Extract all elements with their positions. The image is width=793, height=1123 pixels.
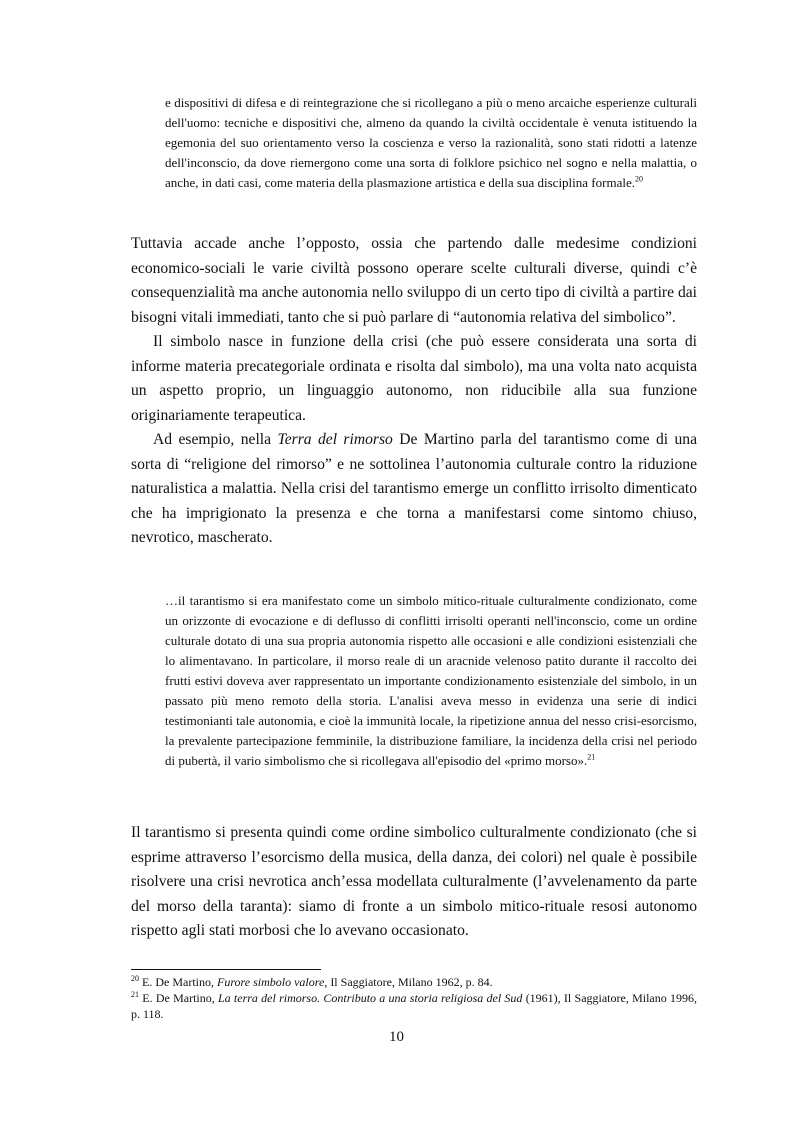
footnote-21-after: (1961), Il Saggiatore, Milano 1996, p. 118. (131, 991, 697, 1021)
footnote-20-title: Furore simbolo valore (216, 975, 325, 989)
paragraph-4: Il tarantismo si presenta quindi come ordine simbolico culturalmente condizionato (che si esprime attraverso l’esorcismo della musica, della danza, dei colori) nel quale è possibile risolvere una crisi nevrotica anch’essa modellata culturalmente (l’avvelenamento da parte del morso della taranta): siamo di fronte a un simbolo mitico-rituale resosi autonomo rispetto agli stati morbosi che lo avevano occasionato. (131, 824, 697, 939)
paragraph-3-after: De Martino parla del tarantismo come di una sorta di “religione del rimorso” e ne sottolinea l’autonomia culturale contro la riduzione naturalistica a malattia. Nella crisi del tarantismo emerge un conflitto irrisolto dimenticato che ha imprigionato la presenza e che torna a manifestarsi come sintomo chiuso, nevrotico, mascherato. (131, 431, 698, 546)
body-text-section-2 (131, 821, 697, 944)
footnote-21-number: 21 (131, 990, 139, 999)
footnote-20-before: E. De Martino, (139, 975, 217, 989)
paragraph-3 (131, 428, 697, 551)
paragraph-1: Tuttavia accade anche l’opposto, ossia che partendo dalle medesime condizioni economico-sociali le varie civiltà possono operare scelte culturali diverse, quindi c’è consequenzialità ma anche autonomia nello sviluppo di un certo tipo di civiltà a partire dai bisogni vitali immediati, tanto che si può parlare di “autonomia relativa del simbolico”. (131, 235, 697, 326)
footnote-21-title: La terra del rimorso. Contributo a una storia religiosa del Sud (218, 991, 523, 1005)
footnote-20-after: , Il Saggiatore, Milano 1962, p. 84. (324, 975, 493, 989)
paragraph-2: Il simbolo nasce in funzione della crisi (che può essere considerata una sorta di informe materia precategoriale ordinata e risolta dal simbolo), ma una volta nato acquista un aspetto proprio, un linguaggio autonomo, non riducibile alla sua funzione originariamente terapeutica. (131, 333, 697, 424)
footnote-21-before: E. De Martino, (139, 991, 218, 1005)
block-quote-2 (165, 591, 697, 771)
footnote-ref-20[interactable]: 20 (634, 174, 643, 184)
footnote-20 (131, 974, 697, 990)
block-quote-1 (165, 93, 697, 193)
footnotes (131, 974, 697, 1022)
footnote-ref-21[interactable]: 21 (587, 752, 596, 762)
page-number: 10 (389, 1029, 404, 1045)
book-title-terra-del-rimorso: Terra del rimorso (277, 431, 393, 448)
body-text-section-1 (131, 232, 697, 551)
paragraph-3-before: Ad esempio, nella (153, 431, 278, 448)
footnote-20-number: 20 (131, 974, 139, 983)
block-quote-1-text: e dispositivi di difesa e di reintegrazione che si ricollegano a più o meno arcaiche esperienze culturali dell'uomo: tecniche e dispositivi che, almeno da quando la civiltà occidentale è venuta istituendo la egemonia del suo orientamento verso la coscienza e verso la razionalità, sono stati ridotti a latenze dell'inconscio, da dove riemergono come una sorta di folklore psichico nel sogno e nella malattia, o anche, in dati casi, come materia della plasmazione artistica e della sua disciplina formale. (165, 95, 697, 190)
footnote-separator (131, 969, 321, 970)
block-quote-2-text: …il tarantismo si era manifestato come un simbolo mitico-rituale culturalmente condizionato, come un orizzonte di evocazione e di deflusso di conflitti irrisolti operanti nell'inconscio, come un ordine culturale dotato di una sua propria autonomia rispetto alle occasioni e alle condizioni esistenziali che lo alimentavano. In particolare, il morso reale di un aracnide velenoso patito durante il raccolto dei frutti estivi doveva aver rappresentato un importante condizionamento esistenziale del simbolo, in un passato più meno remoto della storia. L'analisi aveva messo in evidenza una serie di indici testimonianti tale autonomia, e cioè la immunità locale, la ripetizione annua del nesso crisi-esorcismo, la prevalente partecipazione femminile, la distribuzione familiare, la incidenza della crisi nel periodo di pubertà, il vario simbolismo che si ricollegava all'episodio del «primo morso». (165, 593, 697, 768)
footnote-21 (131, 990, 697, 1022)
